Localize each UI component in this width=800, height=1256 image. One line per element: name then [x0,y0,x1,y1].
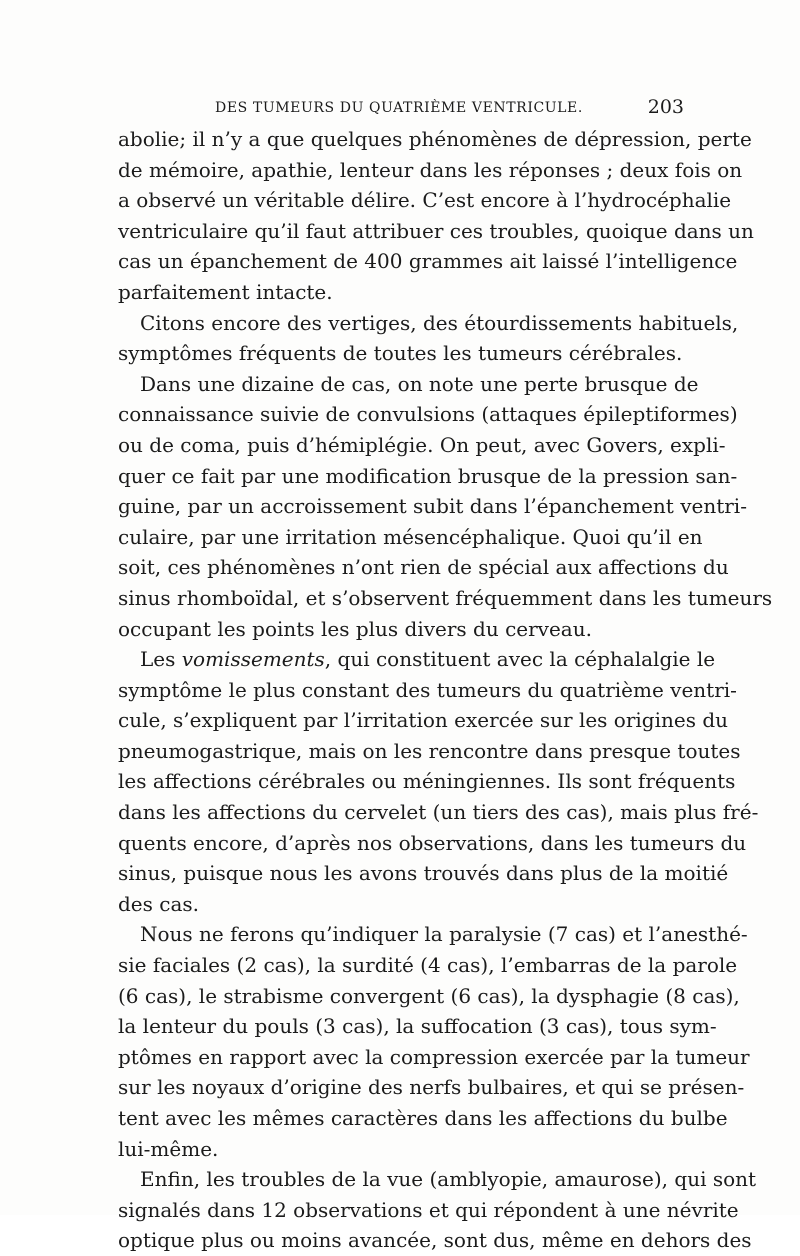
text-line: de mémoire, apathie, lenteur dans les réponses ; deux fois on [118,157,743,182]
text-line: des cas. [118,891,200,916]
page-number: 203 [647,96,684,118]
text-line: tent avec les mêmes caractères dans les affections du bulbe [118,1106,728,1130]
text-line: les affections cérébrales ou méningiennes. Ils sont fréquents [118,769,736,794]
text-line [118,644,716,675]
text-line: quer ce fait par une modification brusque de la pression san- [118,463,738,488]
text-line: sinus rhomboïdal, et s’observent fréquemment dans les tumeurs [118,585,773,610]
text-line: ptômes en rapport avec la compression exercée par la tumeur [118,1044,750,1069]
text-line: symptôme le plus constant des tumeurs du quatrième ventri- [118,677,737,702]
text-segment: Les [140,647,182,672]
text-line: Nous ne ferons qu’indiquer la paralysie (7 cas) et l’anesthé- [140,922,748,947]
text-line: signalés dans 12 observations et qui répondent à une névrite [118,1197,739,1222]
text-line: a observé un véritable délire. C’est encore à l’hydrocéphalie [118,188,732,213]
text-line: cas un épanchement de 400 grammes ait laissé l’intelligence [118,249,738,274]
text-line: optique plus ou moins avancée, sont dus, même en dehors des [118,1228,752,1253]
text-line: abolie; il n’y a que quelques phénomènes de dépression, perte [118,127,752,151]
text-line: la lenteur du pouls (3 cas), la suffocation (3 cas), tous sym- [118,1014,717,1039]
text-line: culaire, par une irritation mésencéphalique. Quoi qu’il en [118,524,703,549]
text-line: connaissance suivie de convulsions (attaques épileptiformes) [118,402,738,427]
text-line: sur les noyaux d’origine des nerfs bulbaires, et qui se présen- [118,1075,745,1100]
text-segment: , qui constituent avec la céphalalgie le [324,647,716,672]
text-line: quents encore, d’après nos observations, dans les tumeurs du [118,830,747,855]
text-line: sinus, puisque nous les avons trouvés dans plus de la moitié [118,861,729,886]
text-line: Dans une dizaine de cas, on note une perte brusque de [140,371,699,396]
text-line: guine, par un accroissement subit dans l’épanchement ventri- [118,494,747,519]
body-text [118,124,773,1256]
text-line: dans les affections du cervelet (un tiers des cas), mais plus fré- [118,800,759,825]
text-line: ventriculaire qu’il faut attribuer ces troubles, quoique dans un [118,218,754,243]
text-line: parfaitement intacte. [118,279,333,304]
text-line: symptômes fréquents de toutes les tumeurs cérébrales. [118,341,683,366]
running-title: DES TUMEURS DU QUATRIÈME VENTRICULE. [215,100,583,116]
text-line: pneumogastrique, mais on les rencontre dans presque toutes [118,738,741,763]
text-line: Enfin, les troubles de la vue (amblyopie, amaurose), qui sont [140,1167,757,1192]
running-head [118,96,684,124]
text-line: soit, ces phénomènes n’ont rien de spécial aux affections du [118,555,729,580]
text-line: Citons encore des vertiges, des étourdissements habituels, [140,310,739,335]
italic-term: vomissements [181,647,325,672]
text-line: sie faciales (2 cas), la surdité (4 cas), l’embarras de la parole [118,953,738,978]
text-line: (6 cas), le strabisme convergent (6 cas), la dysphagie (8 cas), [118,983,740,1008]
text-line: ou de coma, puis d’hémiplégie. On peut, avec Govers, expli- [118,432,726,457]
text-line: lui-même. [118,1136,219,1161]
text-line: cule, s’expliquent par l’irritation exercée sur les origines du [118,708,729,733]
text-line: occupant les points les plus divers du cerveau. [118,616,592,641]
